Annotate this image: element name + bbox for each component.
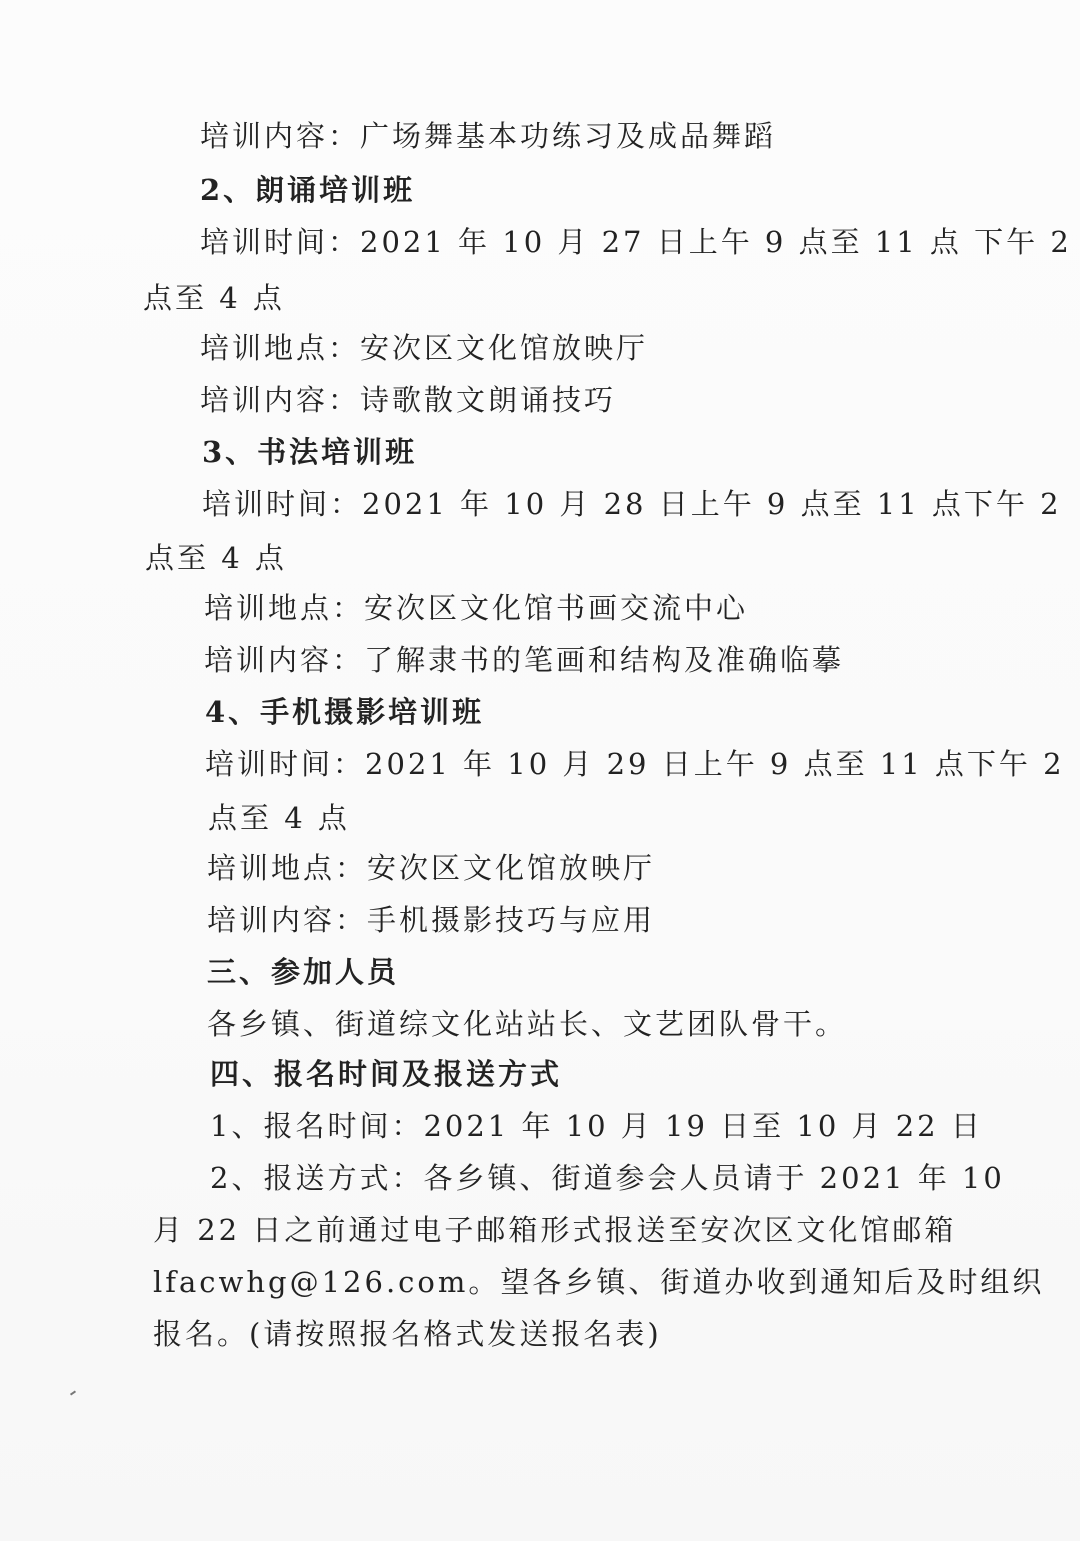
submission-method-continued: 月 22 日之前通过电子邮箱形式报送至安次区文化馆邮箱 <box>153 1213 957 1247</box>
registration-time: 1、报名时间：2021 年 10 月 19 日至 10 月 22 日 <box>210 1109 983 1143</box>
photography-content: 培训内容：手机摄影技巧与应用 <box>207 903 656 937</box>
recitation-time: 培训时间：2021 年 10 月 27 日上午 9 点至 11 点 下午 2 <box>200 225 1072 259</box>
section-photography-heading: 4、手机摄影培训班 <box>205 695 485 729</box>
training-content-square-dance: 培训内容：广场舞基本功练习及成品舞蹈 <box>200 119 777 153</box>
calligraphy-time: 培训时间：2021 年 10 月 28 日上午 9 点至 11 点下午 2 <box>202 487 1062 521</box>
recitation-content: 培训内容：诗歌散文朗诵技巧 <box>200 383 617 417</box>
section-registration-heading: 四、报名时间及报送方式 <box>210 1057 563 1091</box>
participants-text: 各乡镇、街道综文化站站长、文艺团队骨干。 <box>207 1007 848 1041</box>
section-calligraphy-heading: 3、书法培训班 <box>202 435 418 469</box>
calligraphy-time-continued: 点至 4 点 <box>145 541 287 575</box>
submission-note: 报名。(请按照报名格式发送报名表) <box>153 1317 662 1351</box>
submission-method: 2、报送方式：各乡镇、街道参会人员请于 2021 年 10 <box>210 1161 1005 1195</box>
photography-time-continued: 点至 4 点 <box>208 801 350 835</box>
section-recitation-heading: 2、朗诵培训班 <box>200 173 416 207</box>
submission-email-line: lfacwhg@126.com。望各乡镇、街道办收到通知后及时组织 <box>153 1265 1045 1299</box>
photography-time: 培训时间：2021 年 10 月 29 日上午 9 点至 11 点下午 2 <box>205 747 1065 781</box>
photography-location: 培训地点：安次区文化馆放映厅 <box>207 851 656 885</box>
recitation-time-continued: 点至 4 点 <box>143 281 285 315</box>
scan-mark <box>70 1390 76 1395</box>
calligraphy-location: 培训地点：安次区文化馆书画交流中心 <box>204 591 749 625</box>
recitation-location: 培训地点：安次区文化馆放映厅 <box>200 331 649 365</box>
section-participants-heading: 三、参加人员 <box>207 955 400 989</box>
calligraphy-content: 培训内容：了解隶书的笔画和结构及准确临摹 <box>204 643 845 677</box>
